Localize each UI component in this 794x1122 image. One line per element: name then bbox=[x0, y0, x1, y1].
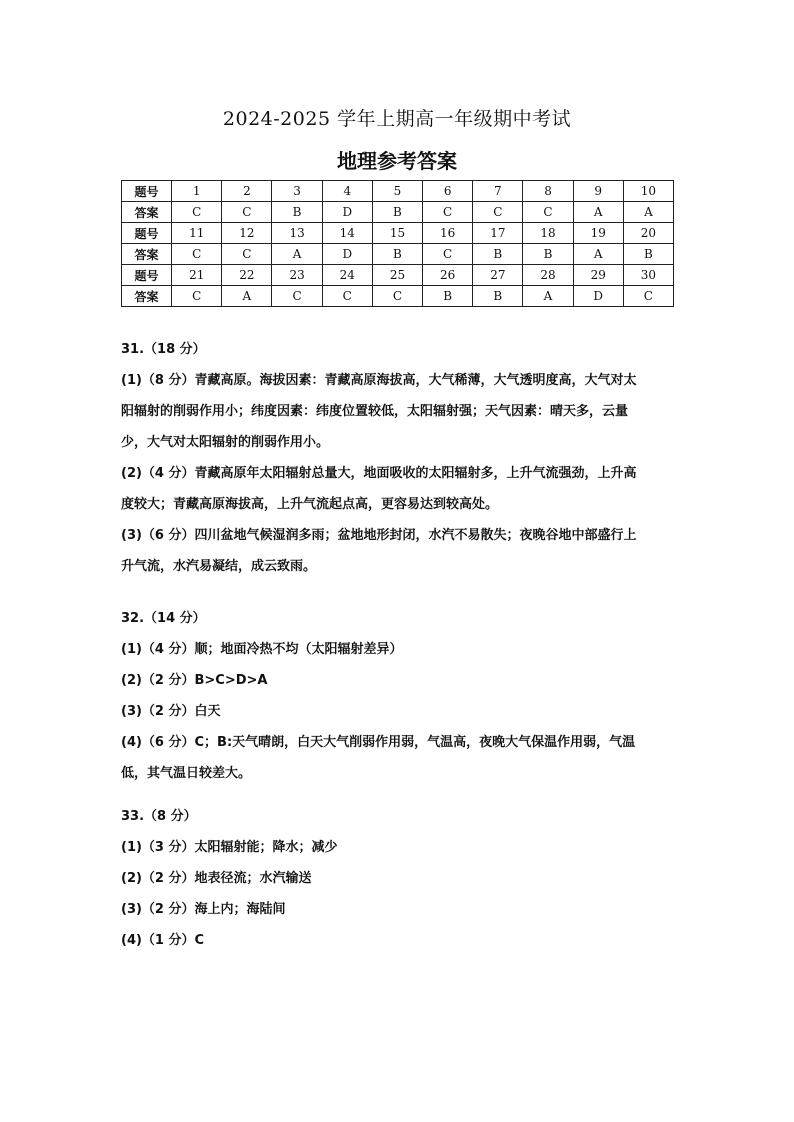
row-label: 答案 bbox=[122, 202, 172, 223]
table-cell: C bbox=[423, 244, 473, 265]
page-subtitle: 地理参考答案 bbox=[337, 149, 457, 173]
table-cell: C bbox=[423, 202, 473, 223]
answer-line: (1)（3 分）太阳辐射能；降水；减少 bbox=[121, 840, 338, 855]
answer-line: (4)（6 分）C；B:天气晴朗，白天大气削弱作用弱，气温高，夜晚大气保温作用弱，气温 bbox=[121, 735, 636, 750]
question-heading: 33.（8 分） bbox=[121, 809, 197, 824]
answer-line: (1)（4 分）顺；地面冷热不均（太阳辐射差异） bbox=[121, 642, 403, 657]
table-cell: D bbox=[322, 244, 372, 265]
question-33 bbox=[121, 801, 677, 956]
table-cell: 23 bbox=[272, 265, 322, 286]
table-cell: 24 bbox=[322, 265, 372, 286]
answer-table bbox=[121, 180, 674, 307]
table-cell: 26 bbox=[423, 265, 473, 286]
table-cell: 22 bbox=[222, 265, 272, 286]
table-cell: C bbox=[322, 286, 372, 307]
question-heading: 31.（18 分） bbox=[121, 342, 206, 357]
table-cell: 29 bbox=[573, 265, 623, 286]
row-label: 题号 bbox=[122, 265, 172, 286]
answer-line: (2)（4 分）青藏高原年太阳辐射总量大，地面吸收的太阳辐射多，上升气流强劲，上升高 bbox=[121, 466, 637, 481]
question-32 bbox=[121, 603, 677, 789]
table-cell: 28 bbox=[523, 265, 573, 286]
table-cell: 1 bbox=[172, 181, 222, 202]
table-cell: A bbox=[272, 244, 322, 265]
table-cell: A bbox=[623, 202, 673, 223]
table-cell: B bbox=[473, 244, 523, 265]
table-cell: B bbox=[272, 202, 322, 223]
table-cell: 20 bbox=[623, 223, 673, 244]
table-row bbox=[122, 265, 674, 286]
table-cell: 3 bbox=[272, 181, 322, 202]
table-cell: C bbox=[172, 202, 222, 223]
row-label: 题号 bbox=[122, 223, 172, 244]
row-label: 答案 bbox=[122, 244, 172, 265]
question-heading: 32.（14 分） bbox=[121, 611, 206, 626]
table-cell: 9 bbox=[573, 181, 623, 202]
answer-line: 度较大；青藏高原海拔高，上升气流起点高，更容易达到较高处。 bbox=[121, 497, 499, 512]
answer-line: 低，其气温日较差大。 bbox=[121, 766, 252, 781]
table-cell: C bbox=[523, 202, 573, 223]
table-cell: 14 bbox=[322, 223, 372, 244]
table-cell: C bbox=[272, 286, 322, 307]
row-label: 答案 bbox=[122, 286, 172, 307]
table-cell: 16 bbox=[423, 223, 473, 244]
table-cell: B bbox=[523, 244, 573, 265]
table-cell: A bbox=[523, 286, 573, 307]
table-cell: B bbox=[623, 244, 673, 265]
table-cell: A bbox=[573, 244, 623, 265]
table-cell: 18 bbox=[523, 223, 573, 244]
answer-line: (3)（2 分）白天 bbox=[121, 704, 221, 719]
answer-line: 阳辐射的削弱作用小；纬度因素：纬度位置较低，太阳辐射强；天气因素：晴天多，云量 bbox=[121, 404, 629, 419]
answer-line: (4)（1 分）C bbox=[121, 933, 205, 948]
table-cell: A bbox=[573, 202, 623, 223]
table-row bbox=[122, 202, 674, 223]
answer-line: 少，大气对太阳辐射的削弱作用小。 bbox=[121, 435, 330, 450]
table-cell: 27 bbox=[473, 265, 523, 286]
table-cell: C bbox=[222, 202, 272, 223]
table-cell: 8 bbox=[523, 181, 573, 202]
table-cell: B bbox=[372, 244, 422, 265]
answer-line: (2)（2 分）B>C>D>A bbox=[121, 673, 268, 688]
table-cell: 5 bbox=[372, 181, 422, 202]
table-cell: 6 bbox=[423, 181, 473, 202]
answer-line: (2)（2 分）地表径流；水汽输送 bbox=[121, 871, 312, 886]
table-cell: 11 bbox=[172, 223, 222, 244]
table-row bbox=[122, 223, 674, 244]
table-cell: 25 bbox=[372, 265, 422, 286]
table-cell: B bbox=[423, 286, 473, 307]
table-cell: C bbox=[172, 244, 222, 265]
table-cell: 7 bbox=[473, 181, 523, 202]
row-label: 题号 bbox=[122, 181, 172, 202]
table-cell: C bbox=[372, 286, 422, 307]
table-cell: 10 bbox=[623, 181, 673, 202]
answer-line: (1)（8 分）青藏高原。海拔因素：青藏高原海拔高，大气稀薄，大气透明度高，大气对太 bbox=[121, 373, 637, 388]
table-cell: D bbox=[573, 286, 623, 307]
question-31 bbox=[121, 334, 677, 582]
answer-line: (3)（2 分）海上内；海陆间 bbox=[121, 902, 286, 917]
table-cell: C bbox=[172, 286, 222, 307]
answer-content bbox=[121, 334, 677, 956]
table-row bbox=[122, 244, 674, 265]
table-cell: C bbox=[623, 286, 673, 307]
table-cell: 21 bbox=[172, 265, 222, 286]
table-cell: C bbox=[222, 244, 272, 265]
table-row bbox=[122, 286, 674, 307]
table-cell: A bbox=[222, 286, 272, 307]
table-cell: 2 bbox=[222, 181, 272, 202]
table-cell: 30 bbox=[623, 265, 673, 286]
table-cell: B bbox=[473, 286, 523, 307]
answer-line: (3)（6 分）四川盆地气候湿润多雨；盆地地形封闭，水汽不易散失；夜晚谷地中部盛行上 bbox=[121, 528, 637, 543]
answer-line: 升气流，水汽易凝结，成云致雨。 bbox=[121, 559, 317, 574]
table-cell: 17 bbox=[473, 223, 523, 244]
table-cell: 19 bbox=[573, 223, 623, 244]
table-cell: 12 bbox=[222, 223, 272, 244]
table-cell: 4 bbox=[322, 181, 372, 202]
table-row bbox=[122, 181, 674, 202]
table-cell: 13 bbox=[272, 223, 322, 244]
table-cell: 15 bbox=[372, 223, 422, 244]
page-title: 2024-2025 学年上期高一年级期中考试 bbox=[222, 108, 572, 130]
table-cell: B bbox=[372, 202, 422, 223]
table-cell: D bbox=[322, 202, 372, 223]
table-cell: C bbox=[473, 202, 523, 223]
